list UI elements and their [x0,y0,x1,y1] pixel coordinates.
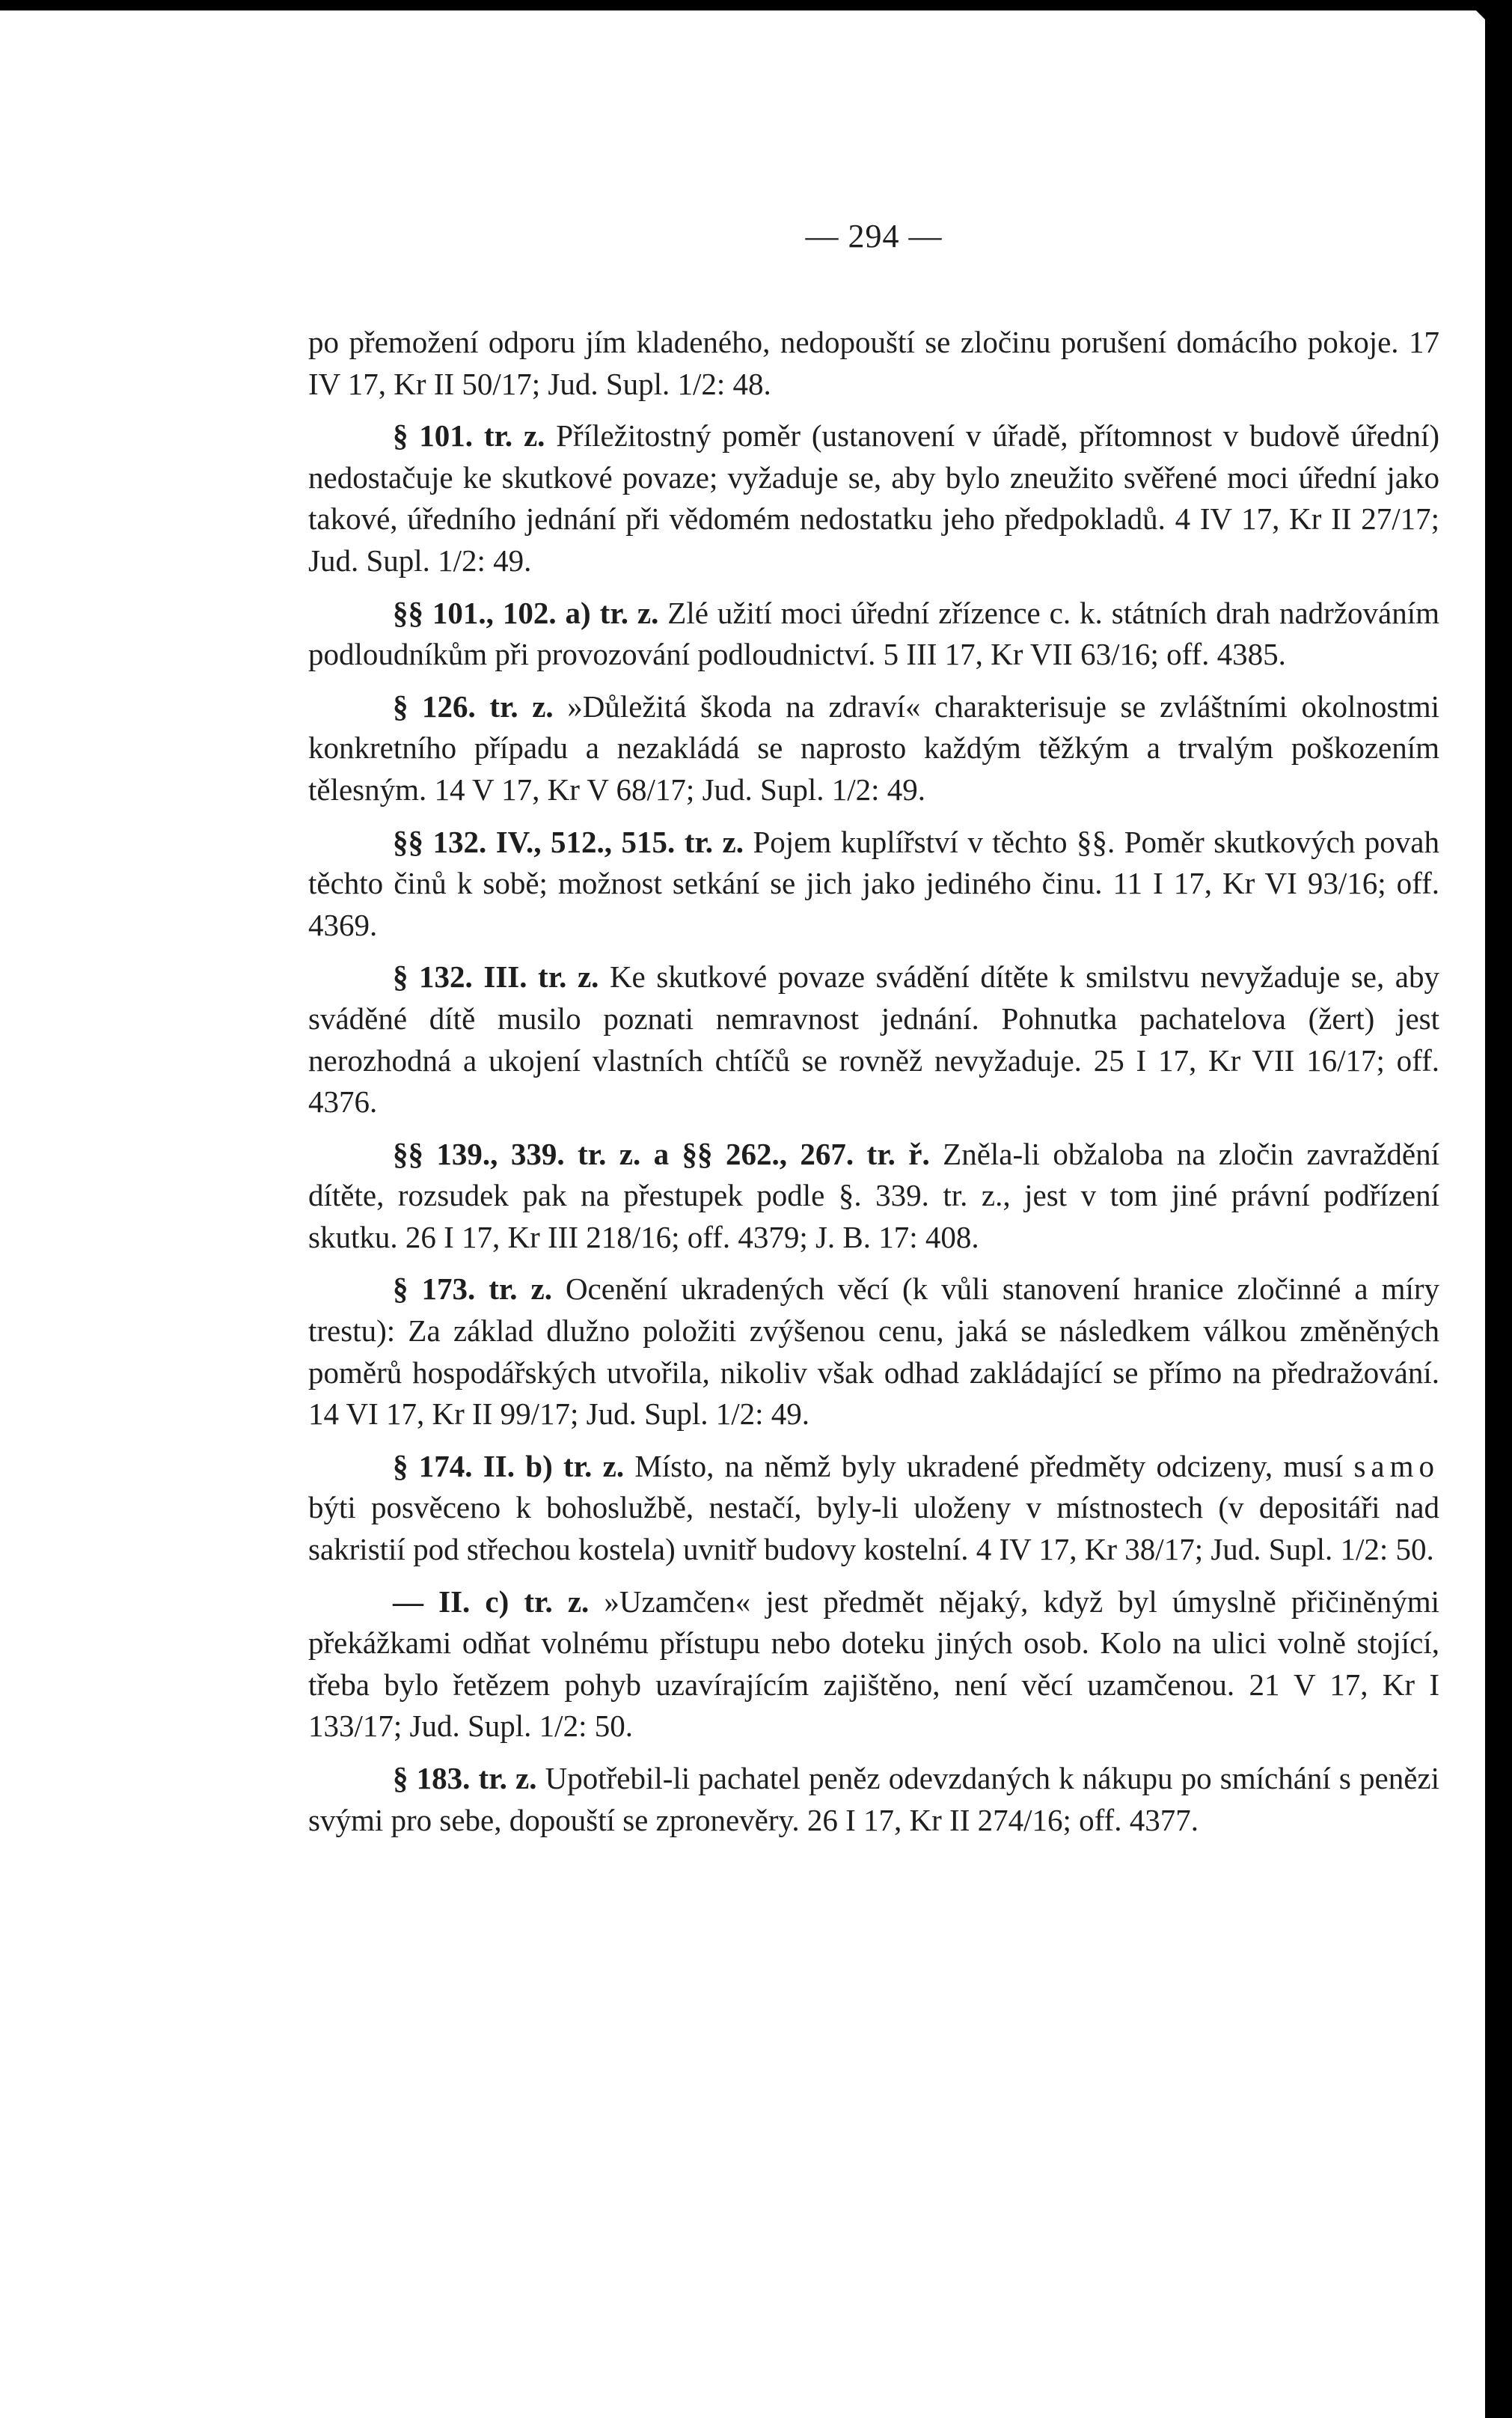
statute-reference: § 183. tr. z. [393,1761,537,1795]
paragraph-entry [308,415,1439,581]
paragraph-text: Zlé užití moci úřední zřízence c. k. státních drah nadržováním podloudníkům při provozování podloudnictví. 5 III 17, Kr VII 63/16; off. 4385. [308,595,1439,672]
scan-border-right [1485,0,1512,2418]
paragraph-entry [308,1581,1439,1747]
scan-border-corner [1466,0,1485,19]
paragraph-text: býti posvěceno k bohoslužbě, nestačí, byly-li uloženy v místnostech (v depositáři nad sakristií pod střechou kostela) uvnitř budovy kostelní. 4 IV 17, Kr 38/17; Jud. Supl. 1/2: 50. [308,1490,1439,1567]
paragraph-text: Ocenění ukradených věcí (k vůli stanovení hranice zločinné a míry trestu): Za základ dlužno položiti zvýšenou cenu, jaká se následkem válkou změněných poměrů hospodářských utvořila, nikoliv však odhad zakládající se přímo na předražování. 14 VI 17, Kr II 99/17; Jud. Supl. 1/2: 49. [308,1271,1440,1432]
statute-reference: — II. c) tr. z. [393,1584,590,1619]
page-number: — 294 — [805,218,943,254]
paragraph-entry [308,686,1439,811]
paragraph-text: Místo, na němž byly ukradené předměty odcizeny, musí [634,1448,1344,1483]
paragraph-entry [308,1446,1439,1571]
paragraph-text: Pojem kuplířství v těchto §§. Poměr skutkových povah těchto činů k sobě; možnost setkání se jich jako jediného činu. 11 I 17, Kr VI 93/16; off. 4369. [308,824,1439,942]
paragraph-text: Příležitostný poměr (ustanovení v úřadě, přítomnost v budově úřední) nedostačuje ke skutkové povaze; vyžaduje se, aby bylo zneužito svěřené moci úřední jako takové, úředního jednání při vědomém nedostatku jeho předpokladů. 4 IV 17, Kr II 27/17; Jud. Supl. 1/2: 49. [308,418,1440,578]
statute-reference: § 174. II. b) tr. z. [393,1448,625,1483]
paragraph-text: Ke skutkové povaze svádění dítěte k smilstvu nevyžaduje se, aby sváděné dítě musilo poznati nemravnost jednání. Pohnutka pachatelova (žert) jest nerozhodná a ukojení vlastních chtíčů se rovněž nevyžaduje. 25 I 17, Kr VII 16/17; off. 4376. [308,959,1439,1120]
paragraph-entry [308,822,1439,947]
statute-reference: § 173. tr. z. [393,1271,552,1307]
emphasized-word: samo [1353,1448,1439,1483]
statute-reference: §§ 139., 339. tr. z. a §§ 262., 267. tr. ř. [393,1136,930,1171]
statute-reference: §§ 101., 102. a) tr. z. [393,595,659,630]
paragraph-text: po přemožení odporu jím kladeného, nedopouští se zločinu porušení domácího pokoje. 17 IV 17, Kr II 50/17; Jud. Supl. 1/2: 48. [308,325,1439,401]
scan-border-top [0,0,1512,10]
paragraph-text: Zněla-li obžaloba na zločin zavraždění dítěte, rozsudek pak na přestupek podle §. 339. tr. z., jest v tom jiné právní podřízení skutku. 26 I 17, Kr III 218/16; off. 4379; J. B. 17: 408. [308,1136,1439,1254]
paragraph-text: »Důležitá škoda na zdraví« charakterisuje se zvláštními okolnostmi konkretního případu a nezakládá se naprosto každým těžkým a trvalým poškozením tělesným. 14 V 17, Kr V 68/17; Jud. Supl. 1/2: 49. [308,689,1439,807]
paragraph-entry [308,956,1439,1123]
document-body [308,322,1439,1851]
statute-reference: § 126. tr. z. [393,689,554,724]
paragraph-text: Upotřebil-li pachatel peněz odevzdaných k nákupu po smíchání s penězi svými pro sebe, dopouští se zpronevěry. 26 I 17, Kr II 274/16; off. 4377. [308,1761,1439,1837]
paragraph-text: »Uzamčen« jest předmět nějaký, když byl úmyslně přičiněnými překážkami odňat volnému přístupu nebo doteku jiných osob. Kolo na ulici volně stojící, třeba bylo řetězem pohyb uzavírajícím zajištěno, není věcí uzamčenou. 21 V 17, Kr I 133/17; Jud. Supl. 1/2: 50. [308,1584,1440,1744]
statute-reference: § 132. III. tr. z. [393,959,599,995]
statute-reference: § 101. tr. z. [393,418,545,454]
paragraph-entry [308,1268,1439,1435]
paragraph-entry [308,1758,1439,1841]
statute-reference: §§ 132. IV., 512., 515. tr. z. [393,824,744,859]
paragraph-entry [308,1134,1439,1259]
paragraph-continuation [308,322,1439,405]
paragraph-entry [308,593,1439,676]
